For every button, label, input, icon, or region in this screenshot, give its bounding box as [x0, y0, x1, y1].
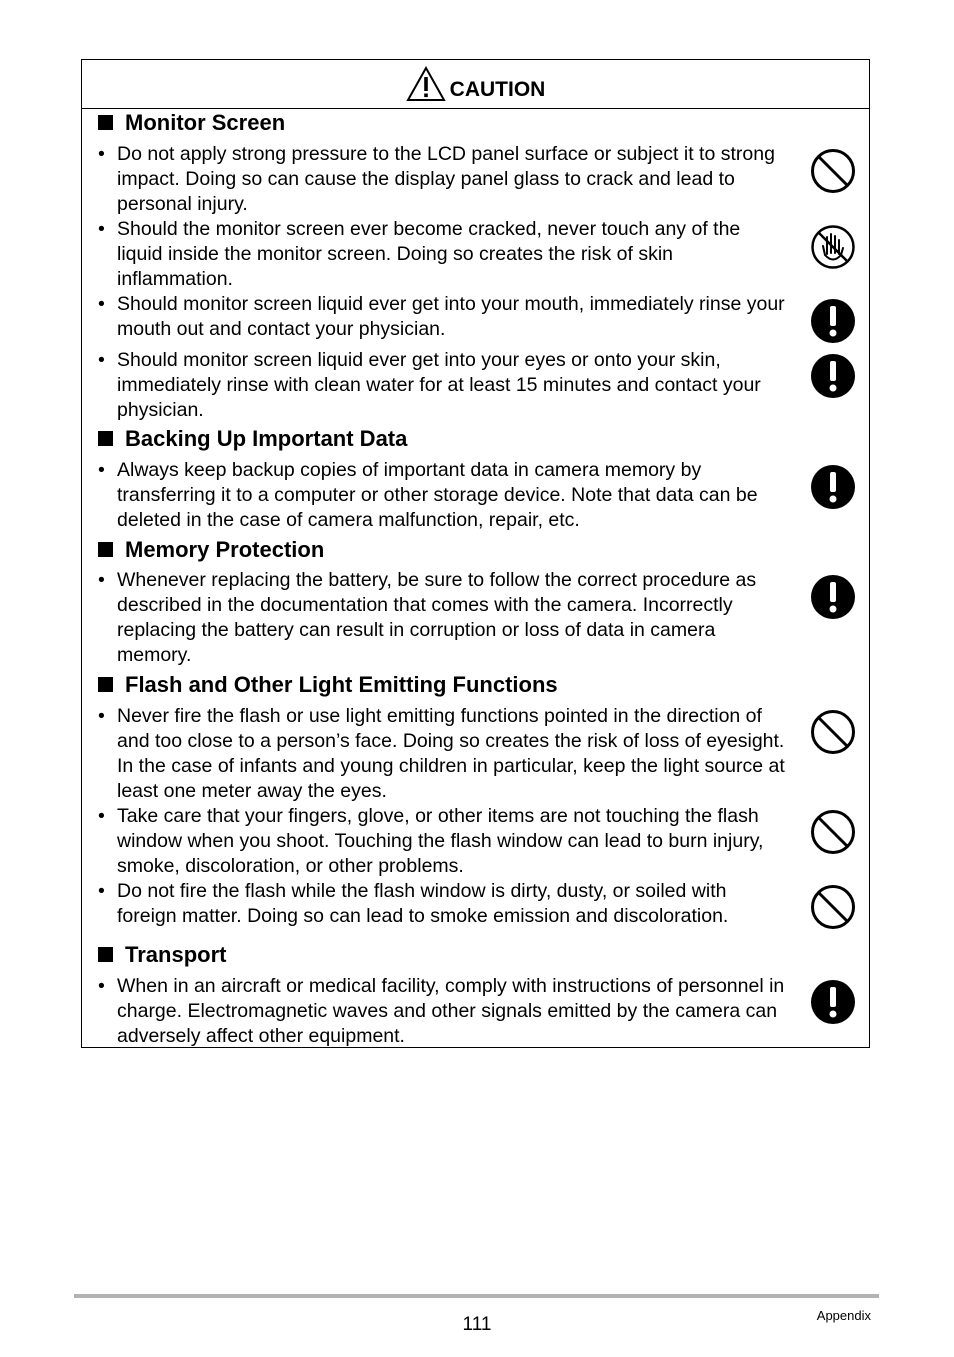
- heading-square-icon: [98, 431, 113, 446]
- section-heading: Flash and Other Light Emitting Functions: [98, 672, 558, 697]
- prohibited-icon: [810, 148, 856, 194]
- list-item: • When in an aircraft or medical facility, comply with instructions of personnel in charge. Electromagnetic waves and other signals emitted by the camera can adversely affect other equipment.: [98, 975, 785, 1047]
- heading-square-icon: [98, 947, 113, 962]
- section-heading: Monitor Screen: [98, 110, 285, 135]
- list-item: • Do not fire the flash while the flash window is dirty, dusty, or soiled with foreign matter. Doing so can lead to smoke emission and discoloration.: [98, 880, 729, 927]
- heading-square-icon: [98, 677, 113, 692]
- list-item: • Never fire the flash or use light emitting functions pointed in the direction of and too close to a person’s face. Doing so creates the risk of loss of eyesight. In the case of infants and young children in particular, keep the light source at least one meter away the eyes.: [98, 705, 785, 802]
- list-item: • Do not apply strong pressure to the LCD panel surface or subject it to strong impact. Doing so can cause the display panel glass to crack and lead to personal injury.: [98, 143, 775, 215]
- mandatory-action-icon: [810, 353, 856, 399]
- mandatory-action-icon: [810, 979, 856, 1025]
- do-not-touch-icon: [810, 224, 856, 270]
- prohibited-icon: [810, 809, 856, 855]
- heading-square-icon: [98, 115, 113, 130]
- prohibited-icon: [810, 709, 856, 755]
- list-item: • Take care that your fingers, glove, or other items are not touching the flash window when you shoot. Touching the flash window can lead to burn injury, smoke, discoloration, or other problems.: [98, 805, 764, 877]
- mandatory-action-icon: [810, 464, 856, 510]
- list-item: • Should monitor screen liquid ever get into your eyes or onto your skin, immediately rinse with clean water for at least 15 minutes and contact your physician.: [98, 349, 761, 421]
- list-item: • Should monitor screen liquid ever get into your mouth, immediately rinse your mouth out and contact your physician.: [98, 293, 785, 340]
- section-heading: Transport: [98, 942, 226, 967]
- caution-header: [82, 60, 869, 109]
- footer-divider: [74, 1294, 879, 1298]
- footer-section-label: Appendix: [816, 1308, 871, 1323]
- mandatory-action-icon: [810, 574, 856, 620]
- list-item: • Whenever replacing the battery, be sure to follow the correct procedure as described in the documentation that comes with the camera. Incorrectly replacing the battery can result in corruption or loss of data in camera memory.: [98, 569, 757, 666]
- prohibited-icon: [810, 884, 856, 930]
- caution-box: [81, 59, 870, 1048]
- list-item: • Should the monitor screen ever become cracked, never touch any of the liquid inside the monitor screen. Doing so creates the risk of skin inflammation.: [98, 218, 741, 290]
- list-item: • Always keep backup copies of important data in camera memory by transferring it to a computer or other storage device. Note that data can be deleted in the case of camera malfunction, repair, etc.: [98, 459, 758, 531]
- caution-title: CAUTION: [449, 78, 546, 101]
- mandatory-action-icon: [810, 298, 856, 344]
- page-number: 111: [462, 1314, 492, 1335]
- heading-square-icon: [98, 542, 113, 557]
- section-heading: Memory Protection: [98, 537, 324, 562]
- warning-triangle-icon: [406, 66, 446, 102]
- section-heading: Backing Up Important Data: [98, 426, 407, 451]
